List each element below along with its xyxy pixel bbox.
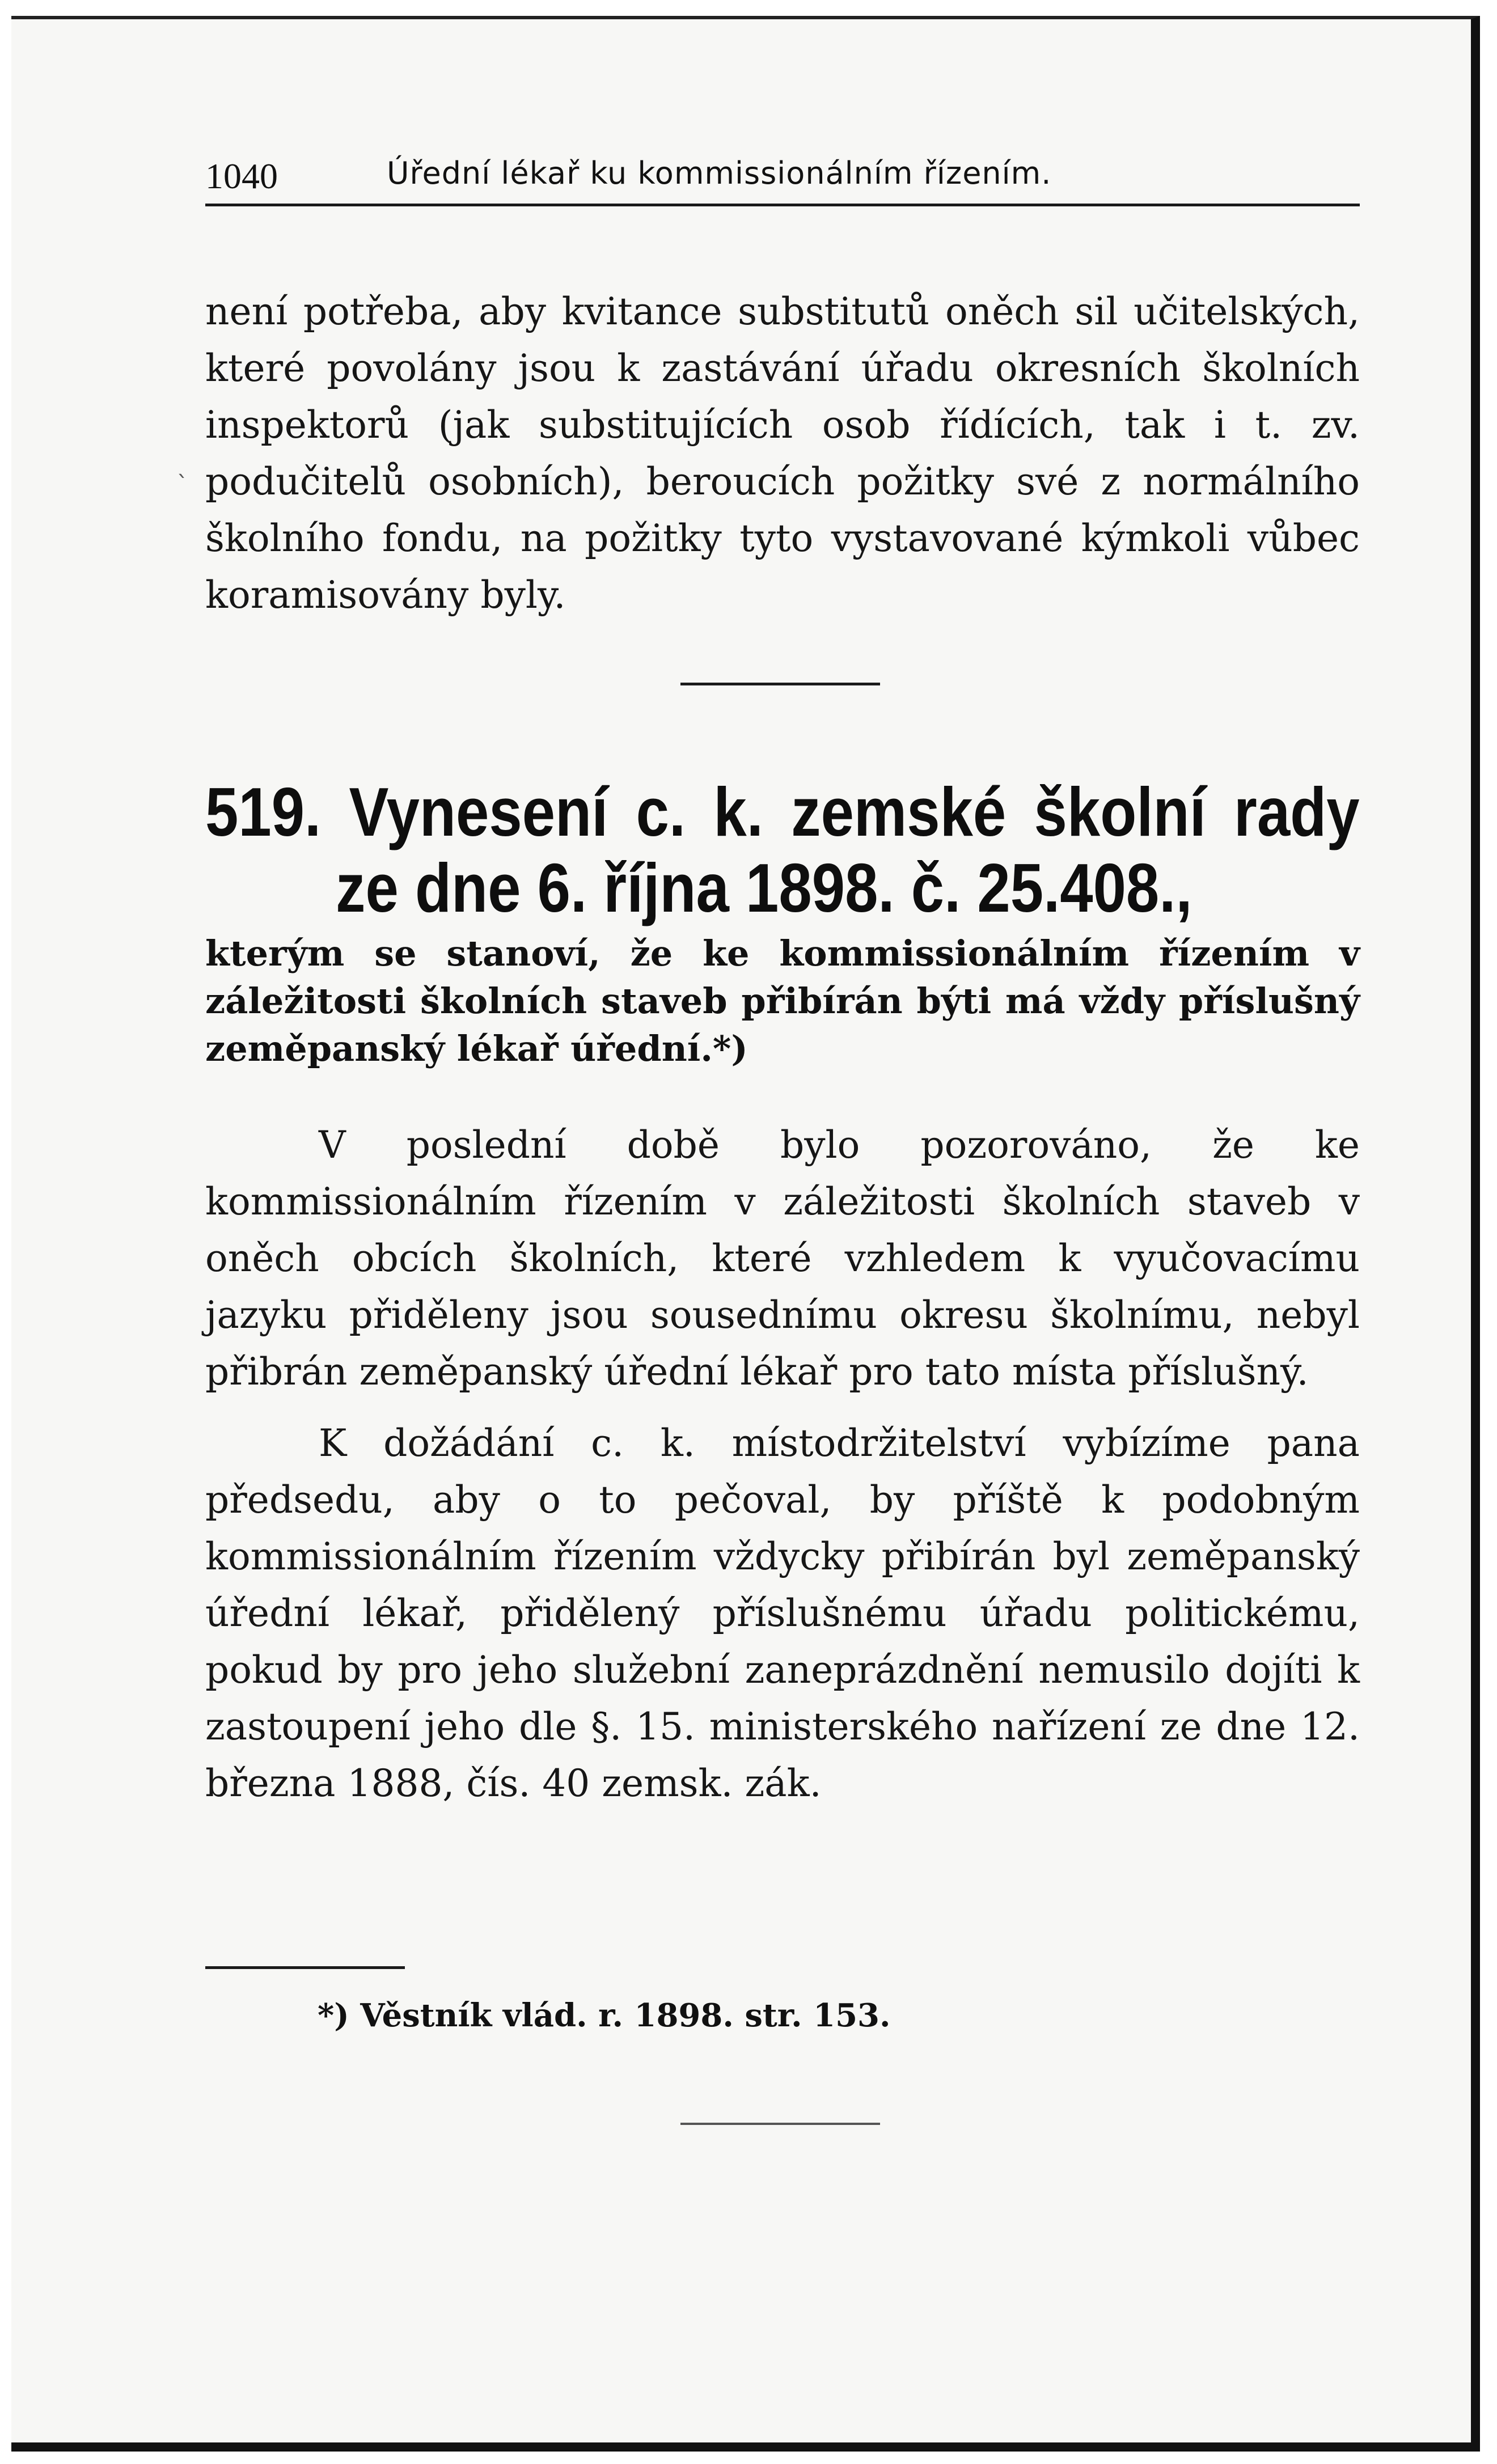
section-heading-line-1: 519. Vynesení c. k. zemské školní rady [205,773,1360,850]
margin-mark: ˋ [177,472,188,498]
body-paragraph-2: K dožádání c. k. místodržitelství vybízíme pana předsedu, aby o to pečoval, by příště k podobným kommissionálním řízením vždycky přibírán byl zeměpanský úřední lékař, přidělený příslušnému úřadu politickému, pokud by pro jeho služební zaneprázdnění nemusilo dojíti k zastoupení jeho dle §. 15. ministerského nařízení ze dne 12. března 1888, čís. 40 zemsk. zák. [205,1421,1360,1805]
footnote-separator-rule [205,1966,405,1969]
section-heading-line-2: ze dne 6. října 1898. č. 25.408., [336,849,1192,926]
end-rule [680,2123,880,2125]
page-number: 1040 [205,156,278,196]
running-title: Úřední lékař ku kommissionálním řízením. [387,155,1052,191]
text-block-top [205,283,1360,624]
continuation-paragraph: není potřeba, aby kvitance substitutů oněch sil učitelských, které povolány jsou k zastávání úřadu okresních školních inspektorů (jak substitujících osob řídících, tak i t. zv. podučitelů osobních), beroucích požitky své z normálního školního fondu, na požitky tyto vystavované kýmkoli vůbec koramisovány byly. [205,290,1360,617]
section-divider-rule [680,683,880,685]
body-paragraph-1: V poslední době bylo pozorováno, že ke kommissionálním řízením v záležitosti školních staveb v oněch obcích školních, které vzhledem k vyučovacímu jazyku přiděleny jsou sousednímu okresu školnímu, nebyl přibrán zeměpanský úřední lékař pro tato místa příslušný. [205,1123,1360,1394]
running-head [205,143,1360,206]
text-block-body [205,1117,1360,1812]
footnote: *) Věstník vlád. r. 1898. str. 153. [318,1997,891,2034]
section-subtitle: kterým se stanoví, že ke kommissionálním řízením v záležitosti školních staveb přibírán býti má vždy příslušný zeměpanský lékař úřední.*) [205,933,1360,1069]
